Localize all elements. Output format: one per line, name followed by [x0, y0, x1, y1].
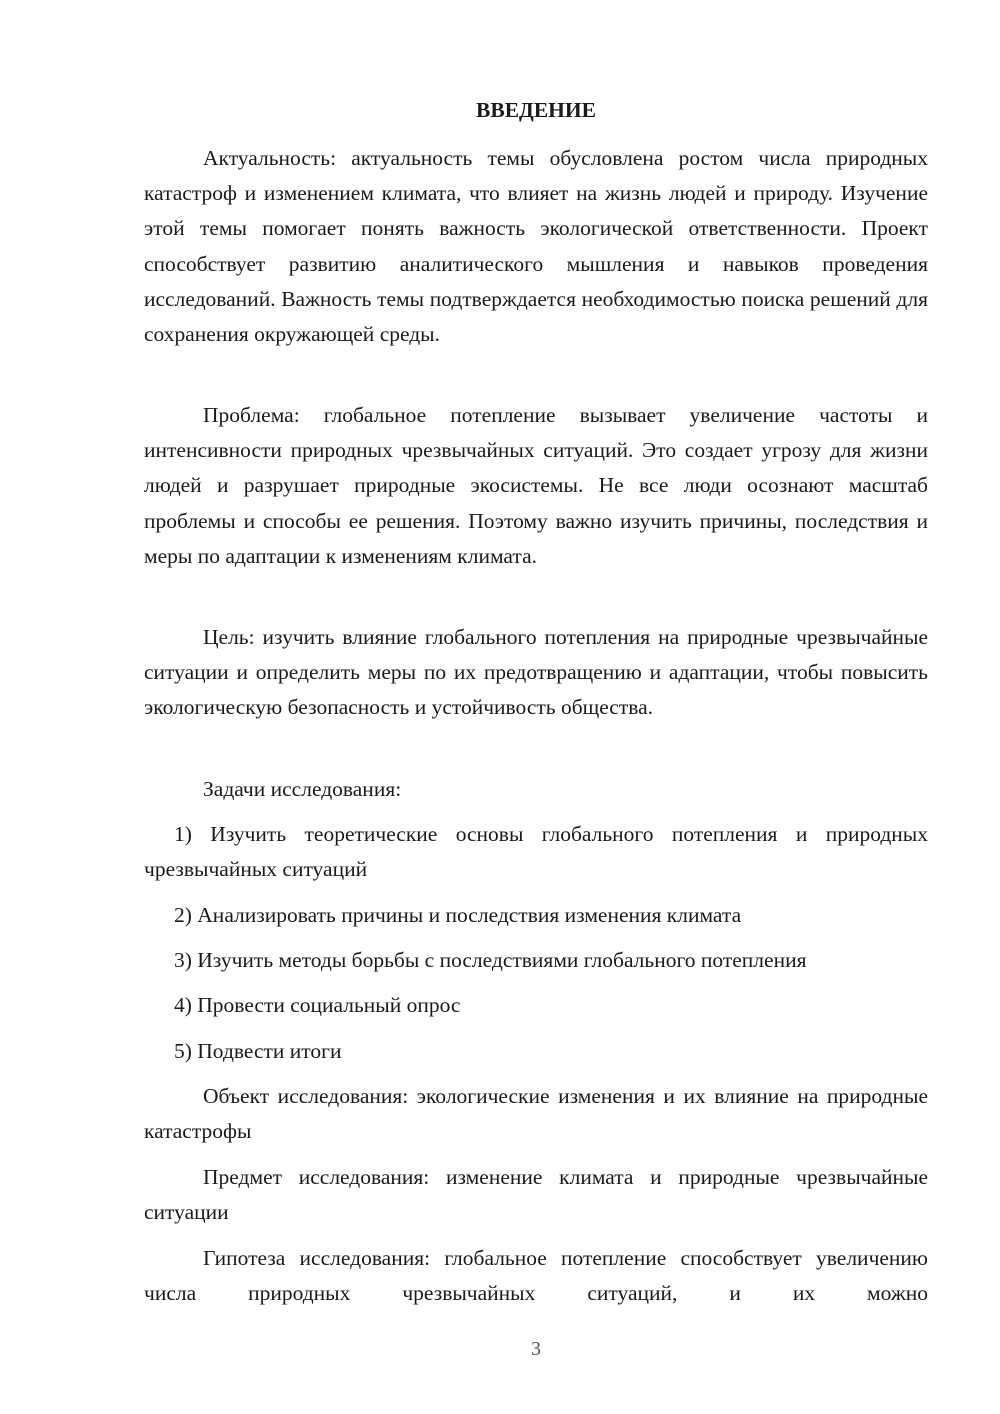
tasks-heading-text: Задачи исследования:: [203, 777, 402, 801]
paragraph-object: [144, 1079, 928, 1149]
task-text: 5) Подвести итоги: [174, 1039, 342, 1063]
tasks-heading: [144, 772, 928, 807]
actuality-text: Актуальность: актуальность темы обусловлена ростом числа природных катастроф и изменением климата, что влияет на жизнь людей и природу. Изучение этой темы помогает понять важность экологической ответственности. Проект способствует развитию аналитического мышления и навыков проведения исследований. Важность темы подтверждается необходимостью поиска решений для сохранения окружающей среды.: [144, 146, 928, 347]
paragraph-subject: [144, 1160, 928, 1230]
paragraph-problem: [144, 398, 928, 574]
page-number: 3: [531, 1338, 541, 1360]
subject-text: Предмет исследования: изменение климата и природные чрезвычайные ситуации: [144, 1165, 928, 1225]
paragraph-actuality: [144, 141, 928, 352]
task-item-4: [144, 988, 928, 1023]
task-item-1: [144, 817, 928, 887]
paragraph-goal: [144, 620, 928, 726]
task-item-3: [144, 943, 928, 978]
paragraph-hypothesis: [144, 1241, 928, 1311]
task-item-5: [144, 1034, 928, 1069]
hypothesis-text: Гипотеза исследования: глобальное потепление способствует увеличению числа природных чрезвычайных ситуаций, и их можно: [144, 1246, 928, 1306]
object-text: Объект исследования: экологические изменения и их влияние на природные катастрофы: [144, 1084, 928, 1144]
section-title: ВВЕДЕНИЕ: [476, 98, 596, 122]
task-text: 2) Анализировать причины и последствия изменения климата: [174, 903, 742, 927]
task-item-2: [144, 898, 928, 933]
problem-text: Проблема: глобальное потепление вызывает увеличение частоты и интенсивности природных чрезвычайных ситуаций. Это создает угрозу для жизни людей и разрушает природные экосистемы. Не все люди осознают масштаб проблемы и способы ее решения. Поэтому важно изучить причины, последствия и меры по адаптации к изменениям климата.: [144, 403, 928, 568]
task-text: 4) Провести социальный опрос: [174, 993, 461, 1017]
task-text: 1) Изучить теоретические основы глобального потепления и природных чрезвычайных ситуаций: [144, 822, 928, 882]
task-text: 3) Изучить методы борьбы с последствиями глобального потепления: [174, 948, 807, 972]
goal-text: Цель: изучить влияние глобального потепления на природные чрезвычайные ситуации и определить меры по их предотвращению и адаптации, чтобы повысить экологическую безопасность и устойчивость общества.: [144, 625, 928, 720]
